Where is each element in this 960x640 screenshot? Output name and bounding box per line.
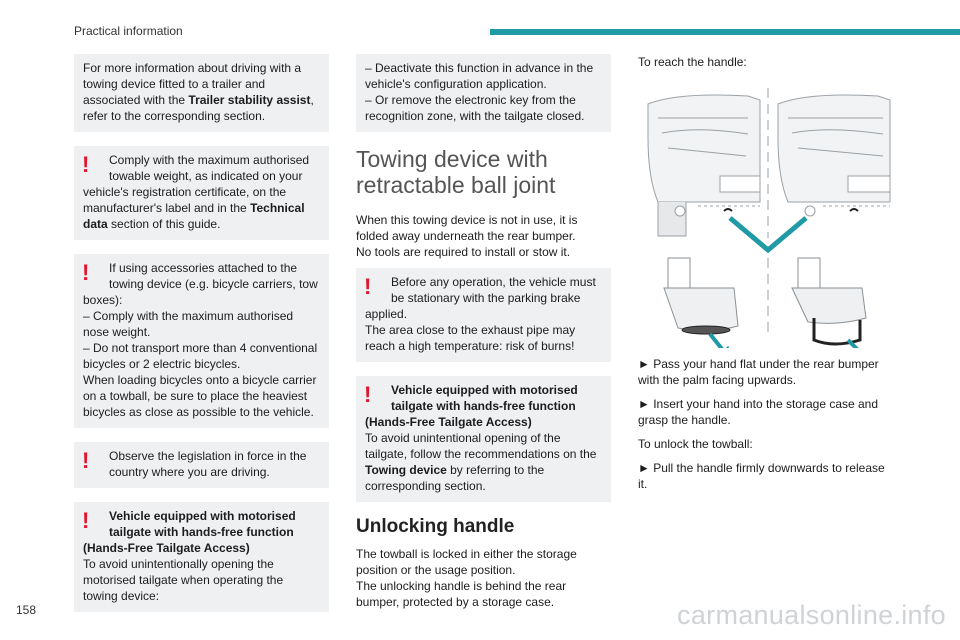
info-box-trailer-stability bbox=[74, 54, 329, 132]
car-rear-left bbox=[648, 95, 760, 236]
warning-text-end: by referring to the corresponding section. bbox=[365, 463, 545, 493]
unlocking-paragraph bbox=[356, 546, 611, 610]
info-line: – Or remove the electronic key from the recognition zone, with the tailgate closed. bbox=[365, 93, 585, 123]
warning-line: Comply with the maximum authorised bbox=[109, 153, 310, 167]
heading-line: Towing device with bbox=[356, 146, 548, 172]
warning-line: Observe the legislation in force in the bbox=[109, 449, 307, 463]
warning-line: When loading bicycles onto a bicycle carrier on a towball, be sure to place the heaviest bicycles as close as possible to the vehicle. bbox=[83, 373, 317, 419]
warning-line: The area close to the exhaust pipe may reach a high temperature: risk of burns! bbox=[365, 323, 576, 353]
rear-bumper-diagram bbox=[638, 78, 893, 348]
warning-bold-line: Vehicle equipped with motorised bbox=[109, 509, 296, 523]
step-item: ► Pass your hand flat under the rear bumper with the palm facing upwards. bbox=[638, 357, 879, 387]
handle-location-illustration bbox=[638, 78, 893, 348]
info-bold-term: Trailer stability assist bbox=[188, 93, 311, 107]
warning-icon: ! bbox=[82, 448, 90, 473]
step-item: ► Pull the handle firmly downwards to release it. bbox=[638, 461, 885, 491]
warning-icon: ! bbox=[82, 152, 90, 177]
car-rear-right bbox=[778, 95, 890, 216]
warning-box-accessories bbox=[74, 254, 329, 428]
watermark: carmanualsonline.info bbox=[677, 600, 946, 630]
para-line: The towball is locked in either the storage position or the usage position. bbox=[356, 547, 577, 577]
warning-text: vehicle's registration certificate, on the manufacturer's label and in the bbox=[83, 185, 287, 215]
warning-line: To avoid unintentionally opening the motorised tailgate when operating the towing device: bbox=[83, 557, 284, 603]
para-line: The unlocking handle is behind the rear bumper, protected by a storage case. bbox=[356, 579, 567, 609]
info-line: – Deactivate this function in advance in the vehicle's configuration application. bbox=[365, 61, 594, 91]
header-accent-bar bbox=[490, 29, 960, 35]
arrow-down-left bbox=[710, 334, 726, 348]
warning-line: Before any operation, the vehicle must bbox=[391, 275, 596, 289]
handle-marker-left bbox=[724, 209, 732, 211]
info-text-end: , refer to the corresponding section. bbox=[83, 93, 314, 123]
warning-icon: ! bbox=[82, 260, 90, 285]
warning-text: To avoid unintentional opening of the tailgate, follow the recommendations on the bbox=[365, 431, 597, 461]
section-heading bbox=[356, 146, 611, 198]
heading-line: retractable ball joint bbox=[356, 172, 556, 198]
hand-right bbox=[792, 258, 866, 344]
warning-line: country where you are driving. bbox=[109, 465, 270, 479]
para-line: When this towing device is not in use, it is folded away underneath the rear bumper. bbox=[356, 213, 578, 243]
warning-box-towable-weight bbox=[74, 146, 329, 240]
unlock-intro: To unlock the towball: bbox=[638, 437, 753, 451]
warning-bold-term: Technical data bbox=[83, 201, 305, 231]
warning-bold-line: tailgate with hands-free function bbox=[109, 525, 294, 539]
column-1 bbox=[74, 54, 329, 626]
warning-bold-term: Towing device bbox=[365, 463, 447, 477]
warning-line: towable weight, as indicated on your bbox=[109, 169, 303, 183]
column-2 bbox=[356, 54, 611, 618]
running-header: Practical information bbox=[74, 24, 183, 38]
intro-paragraph bbox=[356, 212, 611, 260]
page-number: 158 bbox=[16, 603, 37, 617]
column-3 bbox=[638, 54, 893, 500]
warning-line: be stationary with the parking brake bbox=[391, 291, 581, 305]
handle-marker-right bbox=[850, 209, 858, 211]
warning-line: If using accessories attached to the bbox=[109, 261, 298, 275]
warning-bold-line: (Hands-Free Tailgate Access) bbox=[83, 541, 250, 555]
warning-line: boxes): bbox=[83, 293, 123, 307]
warning-bold-line: (Hands-Free Tailgate Access) bbox=[365, 415, 532, 429]
warning-bold-line: tailgate with hands-free function bbox=[391, 399, 576, 413]
warning-box-hands-free-tailgate-2 bbox=[356, 376, 611, 502]
step-item: ► Insert your hand into the storage case and grasp the handle. bbox=[638, 397, 879, 427]
warning-box-hands-free-tailgate bbox=[74, 502, 329, 612]
warning-bold-line: Vehicle equipped with motorised bbox=[391, 383, 578, 397]
warning-line: applied. bbox=[365, 307, 408, 321]
subsection-heading: Unlocking handle bbox=[356, 516, 515, 537]
figure-intro: To reach the handle: bbox=[638, 55, 747, 69]
warning-line: – Do not transport more than 4 conventional bicycles or 2 electric bicycles. bbox=[83, 341, 318, 371]
hand-left bbox=[664, 258, 738, 334]
warning-icon: ! bbox=[82, 508, 90, 533]
warning-box-stationary bbox=[356, 268, 611, 362]
warning-icon: ! bbox=[364, 274, 372, 299]
info-text: For more information about driving with a towing device fitted to a trailer and associated with the bbox=[83, 61, 302, 107]
para-line: No tools are required to install or stow it. bbox=[356, 245, 571, 259]
warning-line: – Comply with the maximum authorised nose weight. bbox=[83, 309, 294, 339]
warning-icon: ! bbox=[364, 382, 372, 407]
warning-box-legislation bbox=[74, 442, 329, 488]
info-box-deactivate bbox=[356, 54, 611, 132]
warning-text-end: section of this guide. bbox=[107, 217, 221, 231]
warning-line: towing device (e.g. bicycle carriers, tow bbox=[109, 277, 318, 291]
